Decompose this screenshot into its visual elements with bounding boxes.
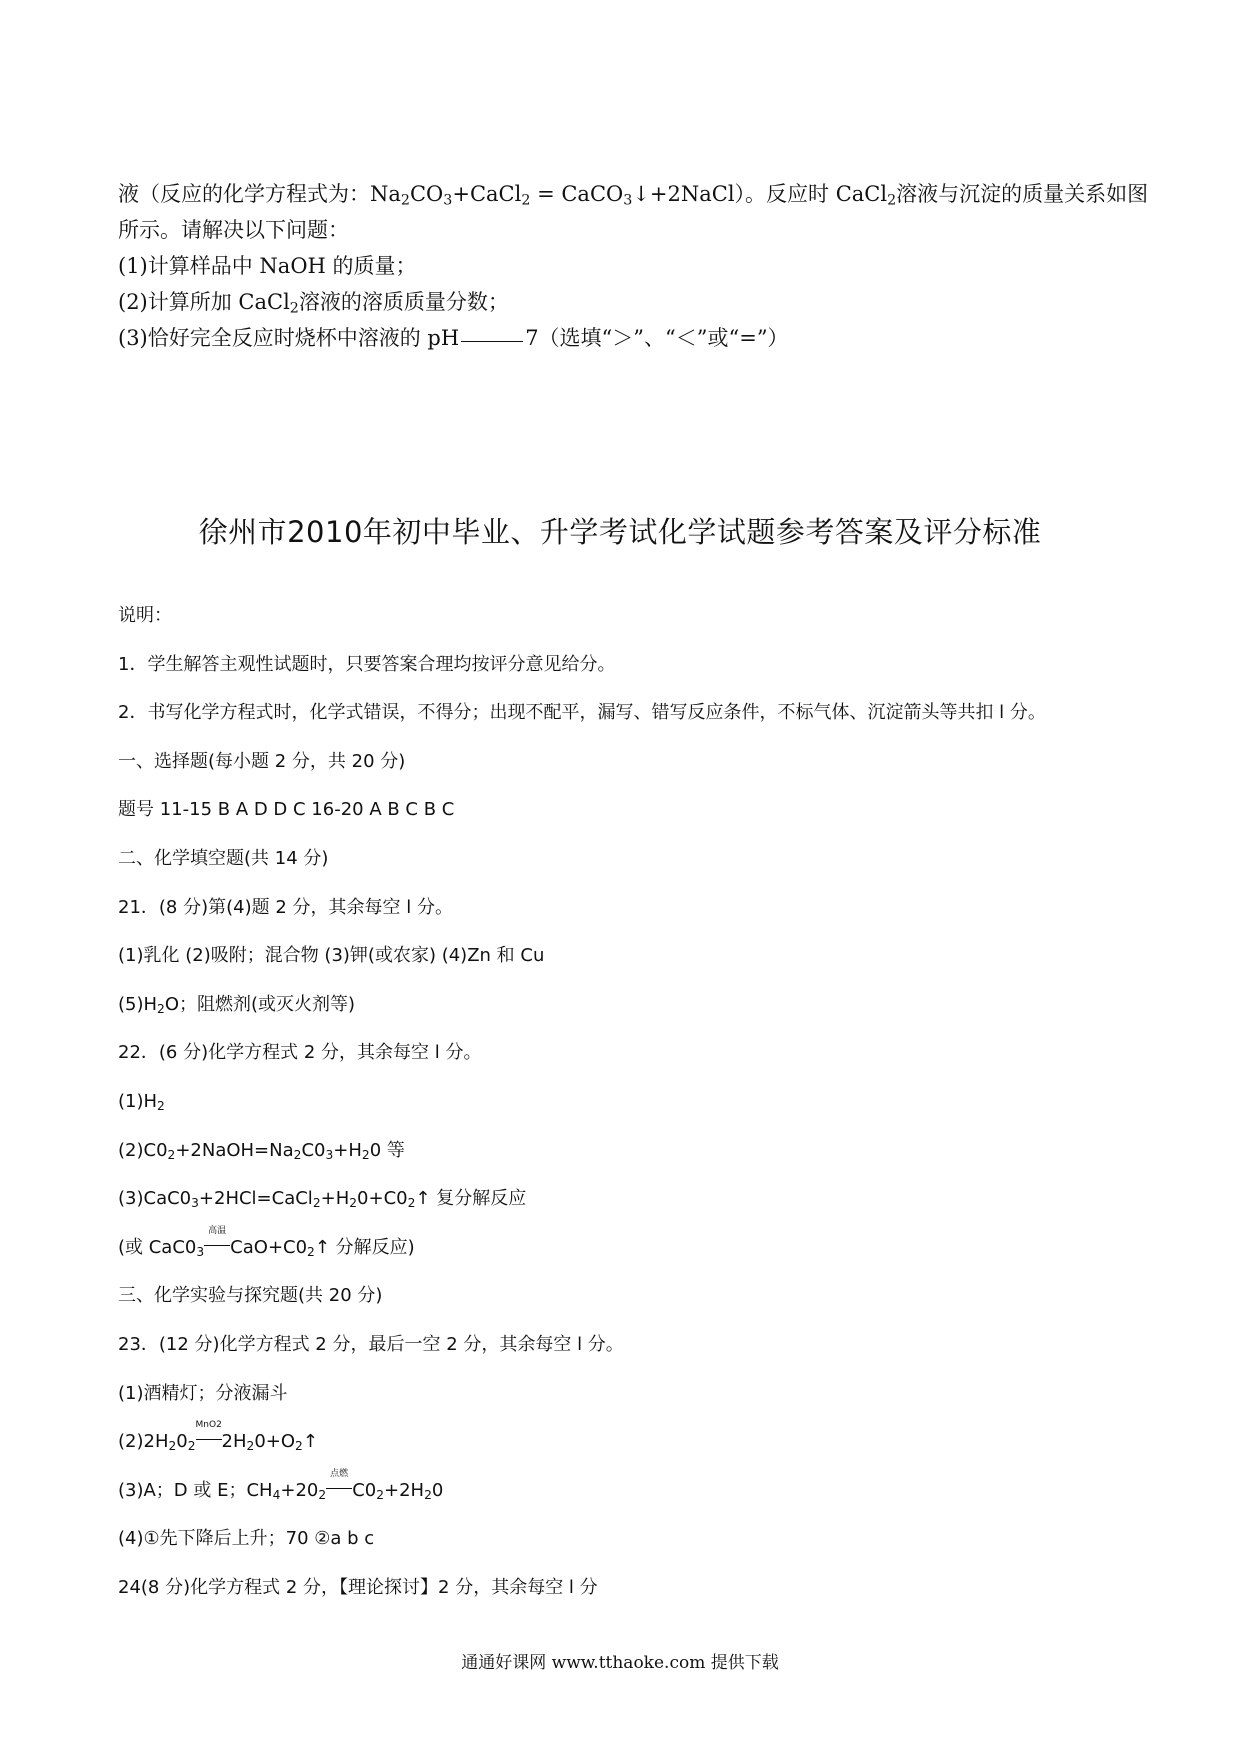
q21-answer-a: (1)乳化 (2)吸附；混合物 (3)钾(或农家) (4)Zn 和 Cu [118, 945, 545, 967]
q23-answer-4: (4)①先下降后上升；70 ②a b c [118, 1528, 375, 1550]
answer-key [118, 600, 1138, 1620]
q23-answer-2: $(2)2H_20_2$ MnO2 $2H_20+O_2↑$ [118, 1426, 1138, 1475]
q21-answer-b: $(5)H_2O$；阻燃剂(或灭火剂等) [118, 993, 356, 1016]
question-item-2: (2)计算所加 CaCl$_2$溶液的溶质质量分数； [118, 290, 509, 317]
note-2: 2．书写化学方程式时，化学式错误，不得分；出现不配平，漏写、错写反应条件，不标气体、沉淀箭头等共扣 l 分。 [118, 702, 1046, 724]
q21-heading: 21．(8 分)第(4)题 2 分，其余每空 l 分。 [118, 896, 453, 918]
q23-heading: 23．(12 分)化学方程式 2 分，最后一空 2 分，其余每空 l 分。 [118, 1333, 624, 1355]
question-item-1: (1)计算样品中 NaOH 的质量； [118, 254, 417, 278]
q22-answer-1: $(1)H_2$ [118, 1090, 165, 1113]
q23-answer-3: (3)A；D 或 E；$CH_4+20_2$ 点燃 $C0_2+2H_20$ [118, 1475, 1138, 1524]
question-line-1: 液（反应的化学方程式为：$Na_2CO_3+CaCl_2$ = CaCO$_3$↓+2NaCl）。反应时 CaCl$_2$溶液与沉淀的质量关系如图 [118, 182, 1149, 209]
reaction-condition: MnO2 [196, 1426, 222, 1458]
section-3-heading: 三、化学实验与探究题(共 20 分) [118, 1285, 383, 1307]
answer-blank [461, 340, 523, 342]
page-title: 徐州市2010年初中毕业、升学考试化学试题参考答案及评分标准 [198, 515, 1042, 549]
q23-answer-1: (1)酒精灯；分液漏斗 [118, 1382, 288, 1404]
q22-heading: 22．(6 分)化学方程式 2 分，其余每空 l 分。 [118, 1042, 482, 1064]
q22-answer-2: $(2)C0_2+2NaOH=Na_2C0_3+H_20$ 等 [118, 1139, 405, 1162]
q24-heading: 24(8 分)化学方程式 2 分，【理论探讨】2 分，其余每空 l 分 [118, 1576, 598, 1598]
section-1-answers: 题号 11-15 B A D D C 16-20 A B C B C [118, 799, 455, 821]
question-line-2: 所示。请解决以下问题： [118, 218, 349, 242]
q22-answer-4: (或 $CaC0_3$ 高温 $CaO+C0_2↑$ 分解反应) [118, 1232, 1138, 1281]
reaction-condition: 高温 [204, 1232, 230, 1264]
page-footer: 通通好课网 www.tthaoke.com 提供下载 [461, 1653, 779, 1673]
section-2-heading: 二、化学填空题(共 14 分) [118, 847, 329, 869]
section-1-heading: 一、选择题(每小题 2 分，共 20 分) [118, 750, 406, 772]
reaction-condition: 点燃 [326, 1475, 352, 1507]
question-item-3: (3)恰好完全反应时烧杯中溶液的 pH 7（选填“＞”、“＜”或“=”） [118, 326, 789, 350]
q22-answer-3: $(3)CaC0_3+2HCl=CaCl_2+H_20+C0_2↑$ 复分解反应 [118, 1188, 527, 1211]
question-block [118, 176, 1149, 356]
note-1: 1．学生解答主观性试题时，只要答案合理均按评分意见给分。 [118, 653, 616, 675]
note-heading: 说明： [118, 605, 172, 626]
